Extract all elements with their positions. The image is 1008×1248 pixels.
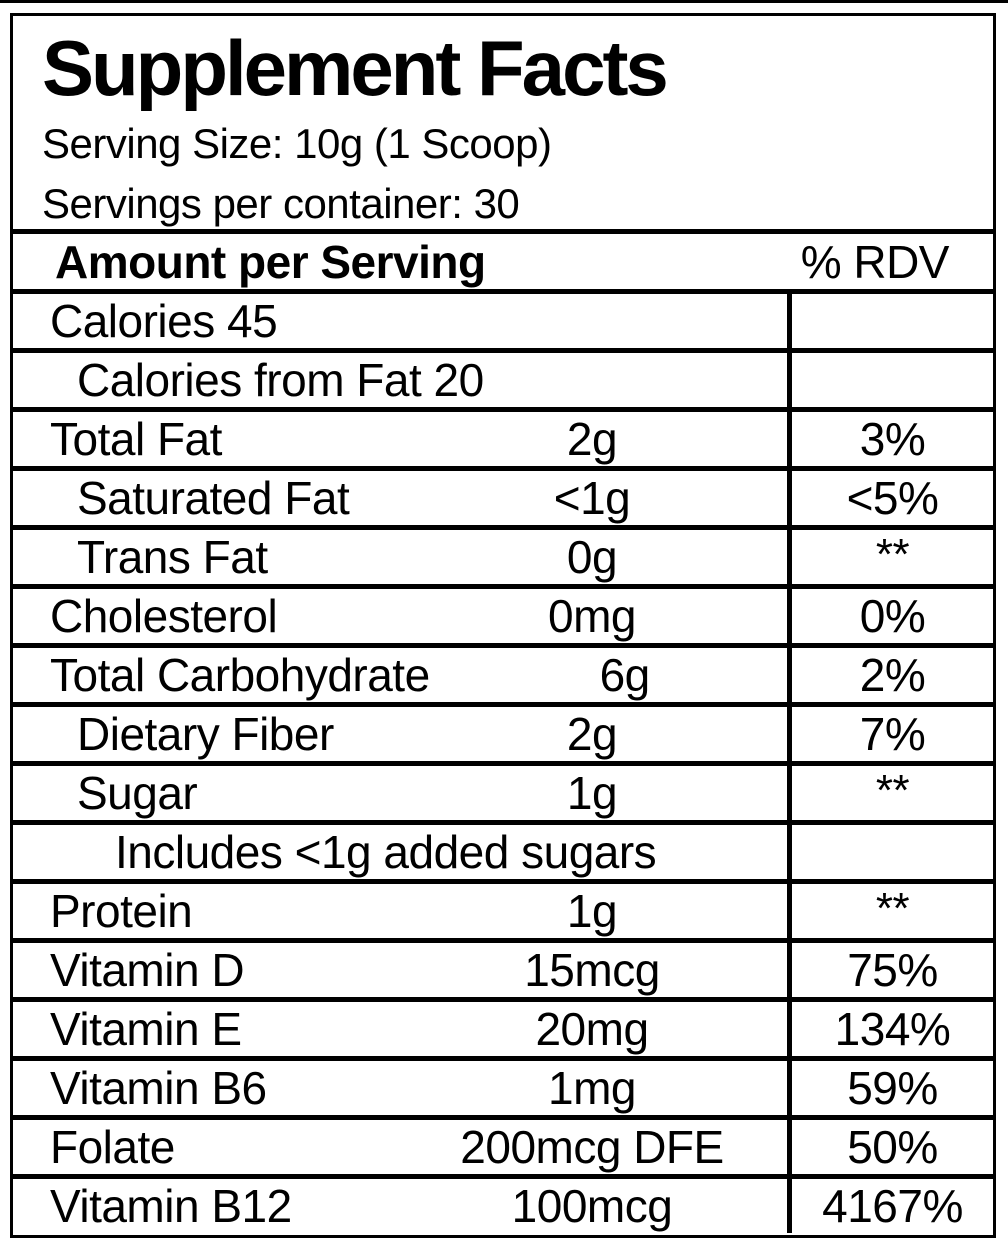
- table-row: [13, 348, 993, 407]
- nutrient-name: Cholesterol: [50, 590, 278, 642]
- nutrient-amount: 15mcg: [524, 944, 660, 996]
- nutrient-name: Protein: [50, 885, 193, 937]
- nutrient-name: Saturated Fat: [77, 472, 350, 524]
- table-row: [13, 407, 993, 466]
- rdv-value: **: [875, 530, 910, 579]
- nutrient-amount: 0mg: [548, 590, 636, 642]
- rdv-value: 7%: [859, 708, 926, 760]
- table-row: [13, 997, 993, 1056]
- nutrient-cell: [13, 471, 787, 525]
- table-row: [13, 525, 993, 584]
- nutrient-cell: [13, 943, 787, 997]
- rdv-cell: [787, 884, 993, 938]
- nutrient-cell: [13, 530, 787, 584]
- rdv-cell: [787, 1120, 993, 1174]
- rdv-value: 0%: [859, 590, 926, 642]
- nutrient-name: Sugar: [77, 767, 198, 819]
- table-row: [13, 1174, 993, 1233]
- nutrient-amount: 200mcg DFE: [460, 1121, 724, 1173]
- serving-size-line: Serving Size: 10g (1 Scoop): [42, 120, 552, 167]
- page-title: Supplement Facts: [42, 24, 666, 112]
- table-row: [13, 1115, 993, 1174]
- nutrient-cell: [13, 294, 787, 348]
- nutrient-name: Dietary Fiber: [77, 708, 334, 760]
- table-row: [13, 1056, 993, 1115]
- nutrient-amount: 1g: [566, 767, 618, 819]
- label-header: [13, 16, 993, 229]
- rdv-value: 4167%: [822, 1180, 963, 1232]
- rdv-cell: [787, 648, 993, 702]
- rdv-value: 50%: [847, 1121, 938, 1173]
- rdv-cell: [787, 530, 993, 584]
- nutrient-amount: 1g: [566, 885, 618, 937]
- nutrient-name: Total Carbohydrate: [50, 649, 430, 701]
- table-row: [13, 584, 993, 643]
- rdv-value: 59%: [847, 1062, 938, 1114]
- nutrient-cell: [13, 1120, 787, 1174]
- nutrient-cell: [13, 766, 787, 820]
- servings-per-container-line: Servings per container: 30: [42, 180, 520, 227]
- rdv-cell: [787, 1179, 993, 1233]
- facts-table: [13, 229, 993, 1233]
- nutrient-cell: [13, 825, 787, 879]
- nutrient-cell: [13, 1061, 787, 1115]
- rdv-cell: [787, 294, 993, 348]
- nutrient-cell: [13, 589, 787, 643]
- nutrient-cell: [13, 412, 787, 466]
- nutrient-name: Calories from Fat 20: [77, 354, 484, 406]
- nutrient-name: Trans Fat: [77, 531, 268, 583]
- nutrient-amount: <1g: [553, 472, 631, 524]
- table-row: [13, 820, 993, 879]
- rdv-cell: [787, 707, 993, 761]
- rdv-value: **: [875, 766, 910, 815]
- nutrient-amount: 2g: [566, 413, 618, 465]
- rdv-cell: [787, 471, 993, 525]
- nutrient-cell: [13, 353, 787, 407]
- table-row: [13, 702, 993, 761]
- nutrient-name: Includes <1g added sugars: [115, 826, 657, 878]
- rdv-column-header: % RDV: [800, 235, 949, 288]
- table-row: [13, 761, 993, 820]
- rdv-cell: [787, 1061, 993, 1115]
- table-row: [13, 466, 993, 525]
- rdv-cell: [787, 412, 993, 466]
- rdv-cell: [787, 943, 993, 997]
- nutrient-name: Vitamin B12: [50, 1180, 292, 1232]
- rdv-cell: [787, 1002, 993, 1056]
- rdv-cell: [787, 353, 993, 407]
- rdv-cell: [787, 589, 993, 643]
- nutrient-amount: 6g: [599, 649, 650, 701]
- nutrient-cell: [13, 648, 787, 702]
- nutrient-amount: 100mcg: [511, 1180, 673, 1232]
- nutrient-name: Vitamin E: [50, 1003, 242, 1055]
- nutrient-amount: 1mg: [548, 1062, 636, 1114]
- nutrient-cell: [13, 1179, 787, 1233]
- nutrient-amount: 20mg: [535, 1003, 649, 1055]
- nutrient-name: Vitamin B6: [50, 1062, 267, 1114]
- nutrient-name: Calories 45: [50, 295, 278, 347]
- rdv-cell: [787, 825, 993, 879]
- nutrient-amount: 2g: [566, 708, 618, 760]
- rdv-value: <5%: [846, 472, 939, 524]
- rdv-value: **: [875, 884, 910, 933]
- rdv-cell: [787, 766, 993, 820]
- nutrient-name: Vitamin D: [50, 944, 245, 996]
- table-header-row: [13, 234, 993, 289]
- facts-rows: [13, 289, 993, 1233]
- nutrient-cell: [13, 1002, 787, 1056]
- amount-per-serving-header: Amount per Serving: [55, 235, 486, 288]
- rdv-value: 134%: [834, 1003, 951, 1055]
- nutrient-cell: [13, 707, 787, 761]
- top-edge-rule: [0, 0, 1008, 3]
- supplement-facts-label: [10, 13, 996, 1238]
- nutrient-name: Folate: [50, 1121, 175, 1173]
- nutrient-name: Total Fat: [50, 413, 222, 465]
- table-row: [13, 289, 993, 348]
- rdv-value: 2%: [859, 649, 926, 701]
- rdv-value: 3%: [859, 413, 926, 465]
- table-row: [13, 938, 993, 997]
- nutrient-amount: 0g: [566, 531, 618, 583]
- table-row: [13, 879, 993, 938]
- table-row: [13, 643, 993, 702]
- nutrient-cell: [13, 884, 787, 938]
- rdv-value: 75%: [847, 944, 938, 996]
